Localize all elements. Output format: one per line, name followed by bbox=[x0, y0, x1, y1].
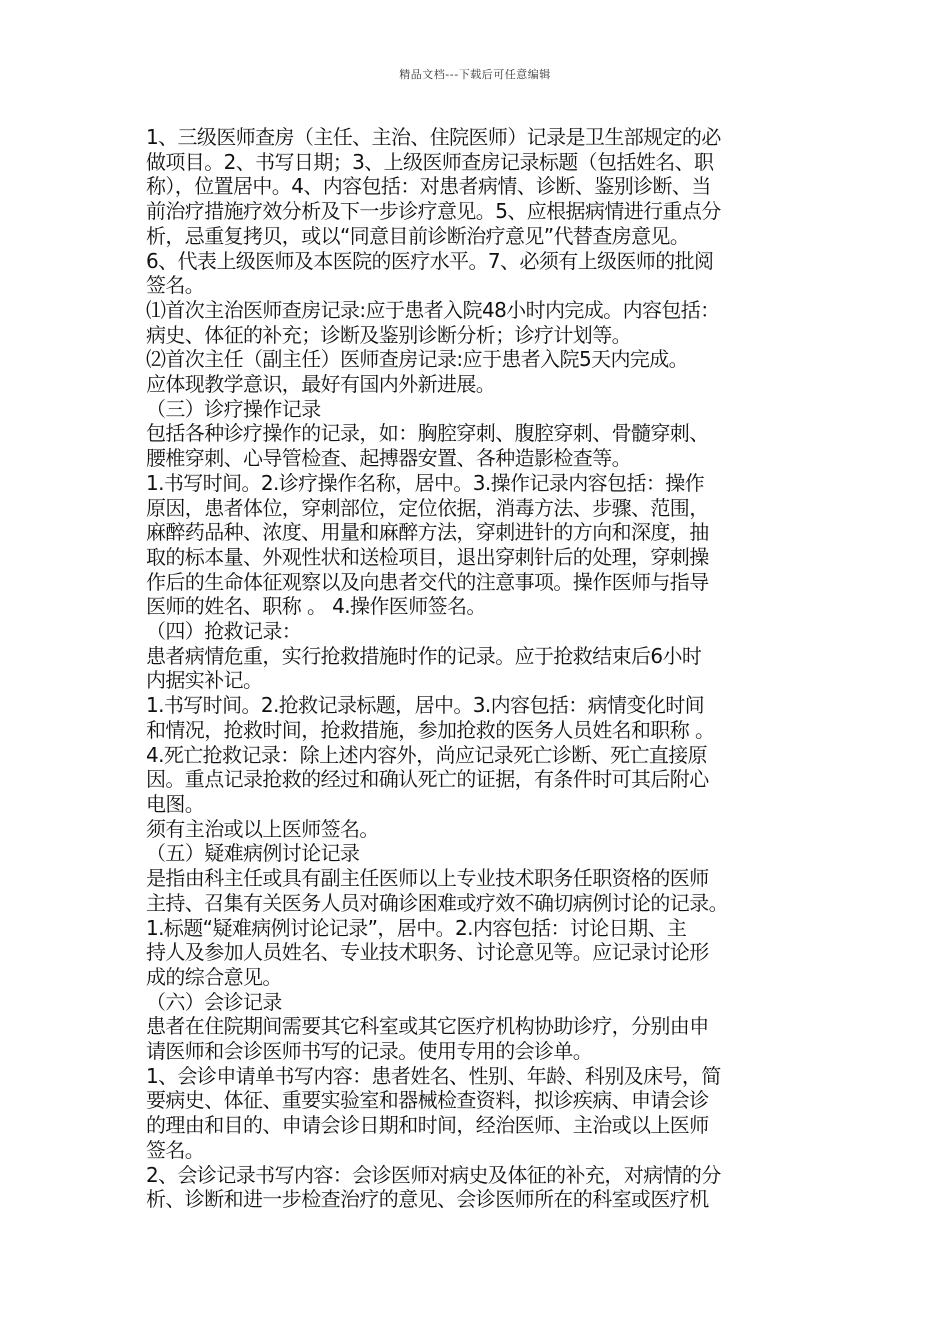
text-line: 析，忌重复拷贝，或以“同意目前诊断治疗意见”代替查房意见。 bbox=[146, 223, 690, 248]
text-line: 2、会诊记录书写内容：会诊医师对病史及体征的补充，对病情的分 bbox=[146, 1162, 721, 1187]
text-line: （三）诊疗操作记录 bbox=[146, 396, 321, 421]
text-line: 取的标本量、外观性状和送检项目，退出穿刺针后的处理，穿刺操 bbox=[146, 544, 709, 569]
text-line: 须有主治或以上医师签名。 bbox=[146, 816, 379, 841]
text-line: 因。重点记录抢救的经过和确认死亡的证据，有条件时可其后附心 bbox=[146, 767, 709, 792]
text-line: 请医师和会诊医师书写的记录。使用专用的会诊单。 bbox=[146, 1039, 593, 1064]
text-line: 病史、体征的补充；诊断及鉴别诊断分析；诊疗计划等。 bbox=[146, 322, 631, 347]
text-line: 主持、召集有关医务人员对确诊困难或疗效不确切病例讨论的记录。 bbox=[146, 890, 728, 915]
text-line: 的理由和目的、申请会诊日期和时间，经治医师、主治或以上医师 bbox=[146, 1113, 709, 1138]
text-line: 原因，患者体位，穿刺部位，定位依据，消毒方法、步骤、范围， bbox=[146, 495, 709, 520]
text-line: 1.书写时间。2.诊疗操作名称，居中。3.操作记录内容包括：操作 bbox=[146, 470, 705, 495]
text-line: 腰椎穿刺、心导管检查、起搏器安置、各种造影检查等。 bbox=[146, 446, 631, 471]
text-line: 1、三级医师查房（主任、主治、住院医师）记录是卫生部规定的必 bbox=[146, 125, 721, 149]
text-line: 签名。 bbox=[146, 273, 205, 298]
text-line: 患者在住院期间需要其它科室或其它医疗机构协助诊疗，分别由申 bbox=[146, 1014, 709, 1039]
text-line: ⑴首次主治医师查房记录:应于患者入院48小时内完成。内容包括： bbox=[146, 297, 720, 322]
document-body bbox=[146, 125, 826, 1212]
text-line: 1.书写时间。2.抢救记录标题，居中。3.内容包括：病情变化时间 bbox=[146, 693, 705, 718]
text-line: 内据实补记。 bbox=[146, 668, 263, 693]
text-line: 4.死亡抢救记录：除上述内容外，尚应记录死亡诊断、死亡直接原 bbox=[146, 742, 708, 767]
text-line: 1.标题“疑难病例讨论记录”，居中。2.内容包括：讨论日期、主 bbox=[146, 915, 687, 940]
text-line: ⑵首次主任（副主任）医师查房记录:应于患者入院5天内完成。 bbox=[146, 347, 689, 372]
text-line: 持人及参加人员姓名、专业技术职务、讨论意见等。应记录讨论形 bbox=[146, 940, 709, 965]
text-line: 和情况，抢救时间，抢救措施，参加抢救的医务人员姓名和职称 。 bbox=[146, 717, 715, 742]
text-line: 6、代表上级医师及本医院的医疗水平。7、必须有上级医师的批阅 bbox=[146, 248, 714, 273]
text-line: （四）抢救记录： bbox=[146, 619, 302, 644]
text-line: 签名。 bbox=[146, 1137, 205, 1162]
text-line: 医师的姓名、职称 。 4.操作医师签名。 bbox=[146, 594, 486, 619]
text-line: 应体现教学意识，最好有国内外新进展。 bbox=[146, 372, 496, 397]
text-line: 电图。 bbox=[146, 791, 205, 816]
text-line: 包括各种诊疗操作的记录，如：胸腔穿刺、腹腔穿刺、骨髓穿刺、 bbox=[146, 421, 709, 446]
text-line: 患者病情危重，实行抢救措施时作的记录。应于抢救结束后6小时 bbox=[146, 643, 702, 668]
text-line: （六）会诊记录 bbox=[146, 989, 282, 1014]
text-line: 析、诊断和进一步检查治疗的意见、会诊医师所在的科室或医疗机 bbox=[146, 1187, 709, 1212]
text-line: 是指由科主任或具有副主任医师以上专业技术职务任职资格的医师 bbox=[146, 866, 709, 891]
text-line: 要病史、体征、重要实验室和器械检查资料，拟诊疾病、申请会诊 bbox=[146, 1088, 709, 1113]
text-line: 作后的生命体征观察以及向患者交代的注意事项。操作医师与指导 bbox=[146, 569, 709, 594]
text-line: 麻醉药品种、浓度、用量和麻醉方法，穿刺进针的方向和深度，抽 bbox=[146, 520, 709, 545]
text-line: 做项目。2、书写日期；3、上级医师查房记录标题（包括姓名、职 bbox=[146, 149, 714, 174]
text-line: 成的综合意见。 bbox=[146, 964, 282, 989]
text-line: 1、会诊申请单书写内容：患者姓名、性别、年龄、科别及床号，简 bbox=[146, 1063, 721, 1088]
text-line: 称），位置居中。4、内容包括：对患者病情、诊断、鉴别诊断、当 bbox=[146, 174, 711, 199]
text-line: （五）疑难病例讨论记录 bbox=[146, 841, 360, 866]
page-header: 精品文档---下载后可任意编辑 bbox=[399, 68, 551, 81]
text-line: 前治疗措施疗效分析及下一步诊疗意见。5、应根据病情进行重点分 bbox=[146, 199, 721, 224]
